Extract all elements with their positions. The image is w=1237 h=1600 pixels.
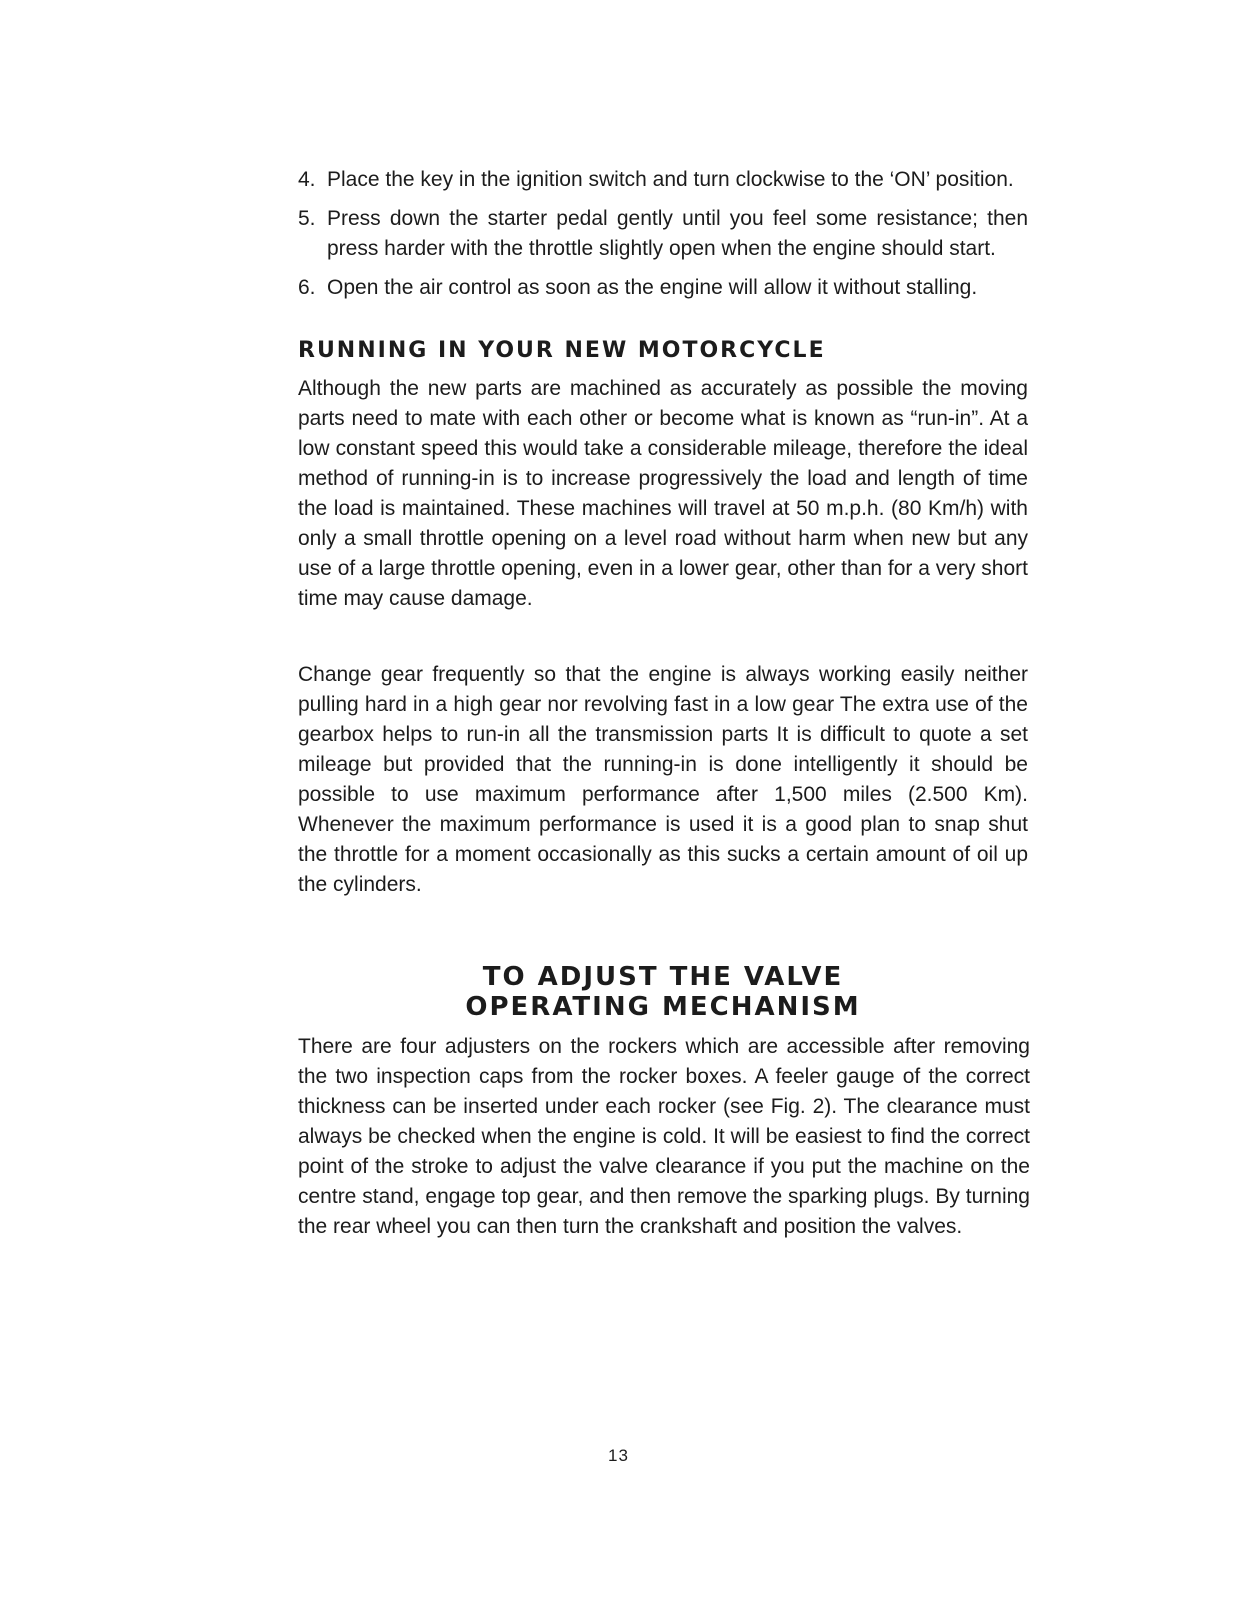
step-text: Open the air control as soon as the engine will allow it without stalling.	[327, 276, 978, 299]
step-text: Press down the starter pedal gently until you feel some resistance; then press harder with the throttle slightly open when the engine should start.	[327, 207, 1028, 260]
valve-adjust-heading	[298, 962, 1028, 1022]
step-number: 4.	[298, 168, 316, 191]
step-item	[298, 204, 1028, 264]
page-number: 13	[608, 1446, 629, 1465]
page-content	[298, 165, 1028, 1242]
running-in-paragraph-1: Although the new parts are machined as accurately as possible the moving parts need to mate with each other or become what is known as “run-in”. At a low constant speed this would take a considerable mileage, therefore the ideal method of running-in is to increase progressively the load and length of time the load is maintained. These machines will travel at 50 m.p.h. (80 Km/h) with only a small throttle opening on a level road without harm when new but any use of a large throttle opening, even in a lower gear, other than for a very short time may cause damage.	[298, 377, 1028, 610]
running-in-paragraph-2: Change gear frequently so that the engine is always working easily neither pulling hard in a high gear nor revolving fast in a low gear The extra use of the gearbox helps to run-in all the transmission parts It is difficult to quote a set mileage but provided that the running-in is done intelligently it should be possible to use maximum performance after 1,500 miles (2.500 Km). Whenever the maximum performance is used it is a good plan to snap shut the throttle for a moment occasionally as this sucks a certain amount of oil up the cylinders.	[298, 663, 1028, 896]
step-text: Place the key in the ignition switch and turn clockwise to the ‘ON’ position.	[327, 168, 1014, 191]
valve-adjust-paragraph: There are four adjusters on the rockers which are accessible after removing the two inspection caps from the rocker boxes. A feeler gauge of the correct thickness can be inserted under each rocker (see Fig. 2). The clearance must always be checked when the engine is cold. It will be easiest to find the correct point of the stroke to adjust the valve clearance if you put the machine on the centre stand, engage top gear, and then remove the sparking plugs. By turning the rear wheel you can then turn the crankshaft and position the valves.	[298, 1035, 1030, 1238]
valve-heading-line-1: TO ADJUST THE VALVE	[482, 962, 844, 992]
starting-steps-list	[298, 165, 1028, 303]
running-in-heading: RUNNING IN YOUR NEW MOTORCYCLE	[298, 338, 826, 363]
step-item	[298, 273, 1028, 303]
valve-heading-line-2: OPERATING MECHANISM	[465, 992, 861, 1022]
step-item	[298, 165, 1028, 195]
step-number: 5.	[298, 207, 316, 230]
step-number: 6.	[298, 276, 316, 299]
